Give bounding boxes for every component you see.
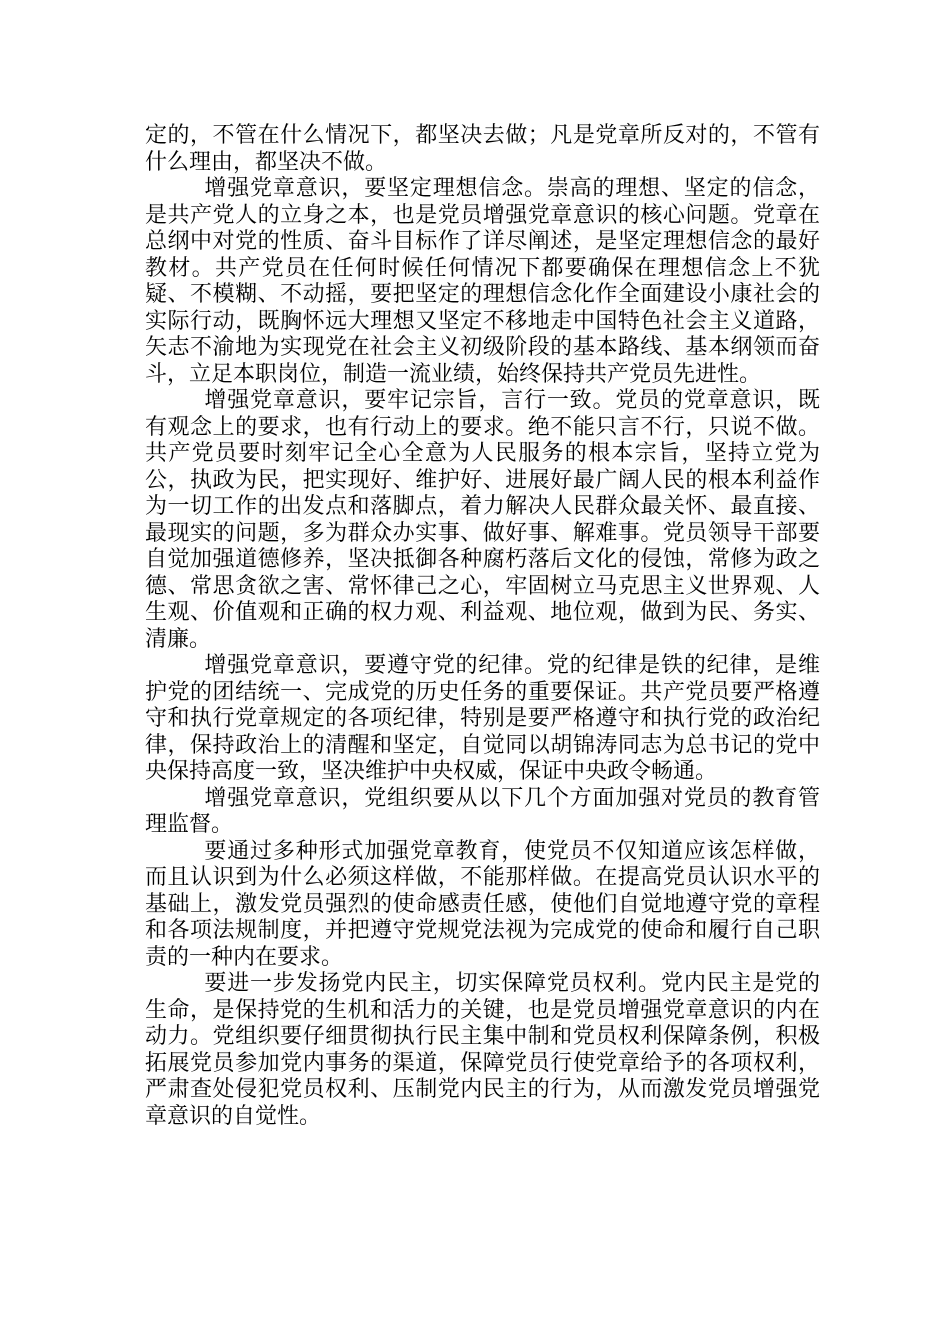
paragraph-ideals: 增强党章意识，要坚定理想信念。崇高的理想、坚定的信念，是共产党人的立身之本，也是党员增强党章意识的核心问题。党章在总纲中对党的性质、奋斗目标作了详尽阐述，是坚定理想信念的最好教材。共产党员在任何时候任何情况下都要确保在理想信念上不犹疑、不模糊、不动摇，要把坚定的理想信念化作全面建设小康社会的实际行动，既胸怀远大理想又坚定不移地走中国特色社会主义道路，矢志不渝地为实现党在社会主义初级阶段的基本路线、基本纲领而奋斗，立足本职岗位，制造一流业绩，始终保持共产党员先进性。 [145,176,820,387]
paragraph-discipline: 增强党章意识，要遵守党的纪律。党的纪律是铁的纪律，是维护党的团结统一、完成党的历史任务的重要保证。共产党员要严格遵守和执行党章规定的各项纪律，特别是要严格遵守和执行党的政治纪律，保持政治上的清醒和坚定，自觉同以胡锦涛同志为总书记的党中央保持高度一致，坚决维护中央权威，保证中央政令畅通。 [145,653,820,784]
paragraph-continuation: 定的，不管在什么情况下，都坚决去做；凡是党章所反对的，不管有什么理由，都坚决不做。 [145,123,820,175]
paragraph-purpose: 增强党章意识，要牢记宗旨，言行一致。党员的党章意识，既有观念上的要求，也有行动上的要求。绝不能只言不行，只说不做。共产党员要时刻牢记全心全意为人民服务的根本宗旨，坚持立党为公，执政为民，把实现好、维护好、进展好最广阔人民的根本利益作为一切工作的出发点和落脚点，着力解决人民群众最关怀、最直接、最现实的问题，多为群众办实事、做好事、解难事。党员领导干部要自觉加强道德修养，坚决抵御各种腐朽落后文化的侵蚀，常修为政之德、常思贪欲之害、常怀律己之心，牢固树立马克思主义世界观、人生观、价值观和正确的权力观、利益观、地位观，做到为民、务实、清廉。 [145,388,820,652]
paragraph-democracy: 要进一步发扬党内民主，切实保障党员权利。党内民主是党的生命，是保持党的生机和活力的关键，也是党员增强党章意识的内在动力。党组织要仔细贯彻执行民主集中制和党员权利保障条例，积极拓展党员参加党内事务的渠道，保障党员行使党章给予的各项权利，严肃查处侵犯党员权利、压制党内民主的行为，从而激发党员增强党章意识的自觉性。 [145,971,820,1129]
paragraph-education: 要通过多种形式加强党章教育，使党员不仅知道应该怎样做，而且认识到为什么必须这样做，不能那样做。在提高党员认识水平的基础上，激发党员强烈的使命感责任感，使他们自觉地遵守党的章程和各项法规制度，并把遵守党规党法视为完成党的使命和履行自己职责的一种内在要求。 [145,838,820,970]
document-body [145,123,820,1130]
paragraph-organization: 增强党章意识，党组织要从以下几个方面加强对党员的教育管理监督。 [145,785,820,837]
